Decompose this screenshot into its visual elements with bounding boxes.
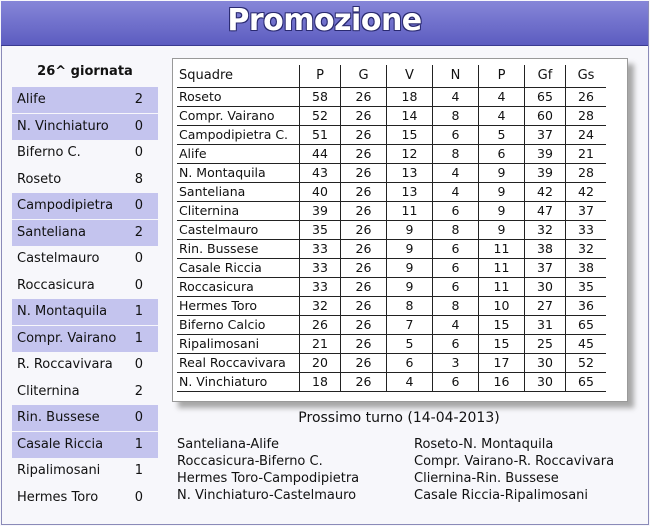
standings-value: 8: [433, 221, 479, 240]
standings-value: 9: [479, 164, 525, 183]
result-goals: 0: [134, 251, 143, 266]
standings-value: 33: [300, 240, 341, 259]
standings-value: 11: [479, 278, 525, 297]
standings-value: 9: [387, 221, 433, 240]
standings-value: 6: [433, 373, 479, 392]
result-row: [12, 379, 158, 405]
standings-col-header: Gf: [525, 65, 566, 88]
standings-value: 18: [387, 88, 433, 107]
standings-row: [177, 259, 606, 278]
result-row: [12, 273, 158, 299]
standings-value: 9: [387, 240, 433, 259]
standings-value: 35: [566, 278, 607, 297]
standings-value: 11: [479, 259, 525, 278]
standings-value: 26: [300, 316, 341, 335]
standings-value: 52: [300, 107, 341, 126]
standings-col-header: N: [433, 65, 479, 88]
standings-value: 9: [479, 221, 525, 240]
result-row: [12, 193, 158, 219]
result-team: Santeliana: [17, 224, 86, 240]
round-header: 26^ giornata: [37, 64, 133, 79]
standings-value: 14: [387, 107, 433, 126]
standings-value: 39: [525, 145, 566, 164]
standings-value: 6: [433, 126, 479, 145]
standings-row: [177, 354, 606, 373]
standings-value: 9: [387, 259, 433, 278]
standings-value: 47: [525, 202, 566, 221]
standings-value: 26: [341, 164, 387, 183]
standings-value: 6: [433, 202, 479, 221]
standings-team: Castelmauro: [177, 221, 300, 240]
standings-value: 33: [566, 221, 607, 240]
standings-col-header: Squadre: [177, 65, 300, 88]
standings-value: 65: [525, 88, 566, 107]
standings-col-header: G: [341, 65, 387, 88]
standings-value: 8: [433, 145, 479, 164]
result-goals: 0: [134, 357, 143, 372]
standings-value: 6: [387, 354, 433, 373]
standings-value: 52: [566, 354, 607, 373]
standings-team: Roccasicura: [177, 278, 300, 297]
standings-row: [177, 221, 606, 240]
standings-value: 25: [525, 335, 566, 354]
standings-team: Campodipietra C.: [177, 126, 300, 145]
result-team: Roseto: [17, 171, 62, 187]
standings-team: Santeliana: [177, 183, 300, 202]
standings-value: 4: [433, 316, 479, 335]
standings-team: Alife: [177, 145, 300, 164]
standings-team: Rin. Bussese: [177, 240, 300, 259]
standings-value: 60: [525, 107, 566, 126]
standings-team: N. Montaquila: [177, 164, 300, 183]
result-team: Castelmauro: [17, 251, 100, 266]
standings-value: 26: [341, 335, 387, 354]
standings-value: 26: [341, 297, 387, 316]
standings-value: 18: [300, 373, 341, 392]
result-goals: 0: [134, 410, 143, 425]
standings-value: 26: [341, 183, 387, 202]
result-row: [12, 326, 158, 352]
result-row: [12, 458, 158, 484]
standings-value: 11: [479, 240, 525, 259]
standings-value: 21: [300, 335, 341, 354]
standings-row: [177, 278, 606, 297]
standings-row: [177, 373, 606, 392]
standings-value: 15: [479, 335, 525, 354]
standings-team: Real Roccavivara: [177, 354, 300, 373]
standings-value: 51: [300, 126, 341, 145]
standings-row: [177, 145, 606, 164]
standings-value: 37: [566, 202, 607, 221]
result-row: [12, 114, 158, 140]
standings-value: 26: [341, 259, 387, 278]
standings-value: 13: [387, 183, 433, 202]
standings-value: 6: [433, 259, 479, 278]
standings-value: 13: [387, 164, 433, 183]
standings-row: [177, 107, 606, 126]
fixture: Cliernina-Rin. Bussese: [414, 471, 559, 486]
standings-row: [177, 164, 606, 183]
fixture: Santeliana-Alife: [177, 437, 280, 452]
standings-value: 7: [387, 316, 433, 335]
standings-value: 28: [566, 164, 607, 183]
standings-header-row: [177, 65, 606, 88]
standings-team: Hermes Toro: [177, 297, 300, 316]
standings-value: 26: [341, 145, 387, 164]
fixture: Casale Riccia-Ripalimosani: [414, 488, 589, 503]
standings-value: 30: [525, 354, 566, 373]
standings-team: Biferno Calcio: [177, 316, 300, 335]
result-row: [12, 352, 158, 378]
standings-value: 4: [479, 88, 525, 107]
result-goals: 0: [134, 118, 143, 134]
page-title: Promozione: [227, 3, 422, 38]
standings-value: 8: [433, 297, 479, 316]
standings-value: 33: [300, 278, 341, 297]
fixture: N. Vinchiaturo-Castelmauro: [177, 488, 357, 503]
standings-value: 26: [341, 316, 387, 335]
standings-value: 4: [433, 183, 479, 202]
standings-value: 9: [479, 202, 525, 221]
result-goals: 2: [134, 224, 143, 240]
result-row: [12, 432, 158, 458]
result-team: Roccasicura: [17, 277, 95, 293]
result-goals: 8: [134, 171, 143, 187]
standings-value: 30: [525, 278, 566, 297]
result-team: N. Montaquila: [17, 304, 108, 319]
standings-col-header: P: [479, 65, 525, 88]
standings-value: 65: [566, 373, 607, 392]
standings-value: 9: [387, 278, 433, 297]
standings-value: 4: [433, 164, 479, 183]
fixture: Hermes Toro-Campodipietra: [177, 471, 360, 486]
standings-value: 9: [479, 183, 525, 202]
fixture: Compr. Vairano-R. Roccavivara: [414, 454, 615, 469]
standings-value: 12: [387, 145, 433, 164]
standings-value: 26: [341, 202, 387, 221]
standings-value: 42: [525, 183, 566, 202]
fixture: Roseto-N. Montaquila: [414, 437, 554, 452]
result-team: Hermes Toro: [17, 489, 99, 505]
standings-value: 27: [525, 297, 566, 316]
standings-value: 11: [387, 202, 433, 221]
standings-value: 37: [525, 126, 566, 145]
standings-value: 26: [341, 126, 387, 145]
result-row: [12, 299, 158, 325]
standings-table: [177, 65, 606, 392]
standings-value: 6: [479, 145, 525, 164]
standings-value: 26: [341, 278, 387, 297]
standings-value: 26: [341, 373, 387, 392]
result-team: Rin. Bussese: [17, 410, 100, 425]
result-goals: 1: [134, 304, 143, 319]
standings-team: Roseto: [177, 88, 300, 107]
standings-col-header: Gs: [566, 65, 607, 88]
standings-col-header: P: [300, 65, 341, 88]
standings-value: 8: [433, 107, 479, 126]
standings-value: 26: [341, 240, 387, 259]
standings-value: 3: [433, 354, 479, 373]
standings-value: 4: [479, 107, 525, 126]
standings-value: 32: [566, 240, 607, 259]
standings-value: 32: [525, 221, 566, 240]
result-row: [12, 87, 158, 113]
standings-value: 39: [300, 202, 341, 221]
standings-value: 43: [300, 164, 341, 183]
standings-value: 17: [479, 354, 525, 373]
title-banner: [1, 1, 648, 46]
standings-value: 40: [300, 183, 341, 202]
standings-value: 26: [341, 107, 387, 126]
result-team: Alife: [17, 92, 46, 107]
standings-team: Compr. Vairano: [177, 107, 300, 126]
standings-value: 28: [566, 107, 607, 126]
standings-value: 20: [300, 354, 341, 373]
result-row: [12, 246, 158, 272]
fixture: Roccasicura-Biferno C.: [177, 454, 323, 469]
standings-value: 31: [525, 316, 566, 335]
standings-value: 30: [525, 373, 566, 392]
result-team: Ripalimosani: [17, 463, 101, 478]
standings-value: 10: [479, 297, 525, 316]
standings-value: 15: [479, 316, 525, 335]
standings-row: [177, 335, 606, 354]
standings-value: 33: [300, 259, 341, 278]
result-goals: 1: [134, 330, 143, 346]
result-row: [12, 140, 158, 166]
standings-value: 37: [525, 259, 566, 278]
standings-value: 26: [341, 221, 387, 240]
result-goals: 0: [134, 277, 143, 293]
result-goals: 0: [134, 198, 143, 213]
standings-value: 5: [479, 126, 525, 145]
result-team: Compr. Vairano: [17, 330, 117, 346]
standings-value: 16: [479, 373, 525, 392]
standings-value: 38: [566, 259, 607, 278]
result-team: Biferno C.: [17, 145, 81, 160]
standings-row: [177, 126, 606, 145]
standings-value: 5: [387, 335, 433, 354]
standings-value: 15: [387, 126, 433, 145]
next-round-title: Prossimo turno (14-04-2013): [298, 410, 500, 426]
result-goals: 1: [134, 436, 143, 452]
standings-team: Cliternina: [177, 202, 300, 221]
standings-value: 36: [566, 297, 607, 316]
standings-value: 8: [387, 297, 433, 316]
standings-value: 6: [433, 335, 479, 354]
result-goals: 1: [134, 463, 143, 478]
standings-team: Casale Riccia: [177, 259, 300, 278]
standings-value: 39: [525, 164, 566, 183]
result-team: R. Roccavivara: [17, 357, 113, 372]
standings-panel: [172, 58, 628, 402]
standings-value: 58: [300, 88, 341, 107]
standings-team: Ripalimosani: [177, 335, 300, 354]
result-team: Cliternina: [17, 383, 80, 399]
standings-value: 26: [341, 354, 387, 373]
standings-value: 44: [300, 145, 341, 164]
standings-value: 32: [300, 297, 341, 316]
result-team: Casale Riccia: [17, 436, 104, 452]
standings-value: 4: [387, 373, 433, 392]
standings-value: 35: [300, 221, 341, 240]
standings-value: 24: [566, 126, 607, 145]
result-team: Campodipietra: [17, 198, 114, 213]
result-row: [12, 167, 158, 193]
result-row: [12, 405, 158, 431]
result-row: [12, 485, 158, 511]
result-goals: 2: [134, 92, 143, 107]
standings-value: 26: [341, 88, 387, 107]
standings-value: 38: [525, 240, 566, 259]
result-goals: 2: [134, 383, 143, 399]
standings-row: [177, 316, 606, 335]
standings-value: 21: [566, 145, 607, 164]
standings-value: 42: [566, 183, 607, 202]
standings-value: 65: [566, 316, 607, 335]
standings-row: [177, 202, 606, 221]
result-row: [12, 220, 158, 246]
standings-row: [177, 240, 606, 259]
standings-row: [177, 88, 606, 107]
standings-value: 6: [433, 240, 479, 259]
result-goals: 0: [134, 145, 143, 160]
standings-row: [177, 183, 606, 202]
standings-value: 4: [433, 88, 479, 107]
standings-row: [177, 297, 606, 316]
standings-value: 6: [433, 278, 479, 297]
standings-value: 45: [566, 335, 607, 354]
result-goals: 0: [134, 489, 143, 505]
standings-col-header: V: [387, 65, 433, 88]
standings-value: 26: [566, 88, 607, 107]
standings-team: N. Vinchiaturo: [177, 373, 300, 392]
result-team: N. Vinchiaturo: [17, 118, 109, 134]
